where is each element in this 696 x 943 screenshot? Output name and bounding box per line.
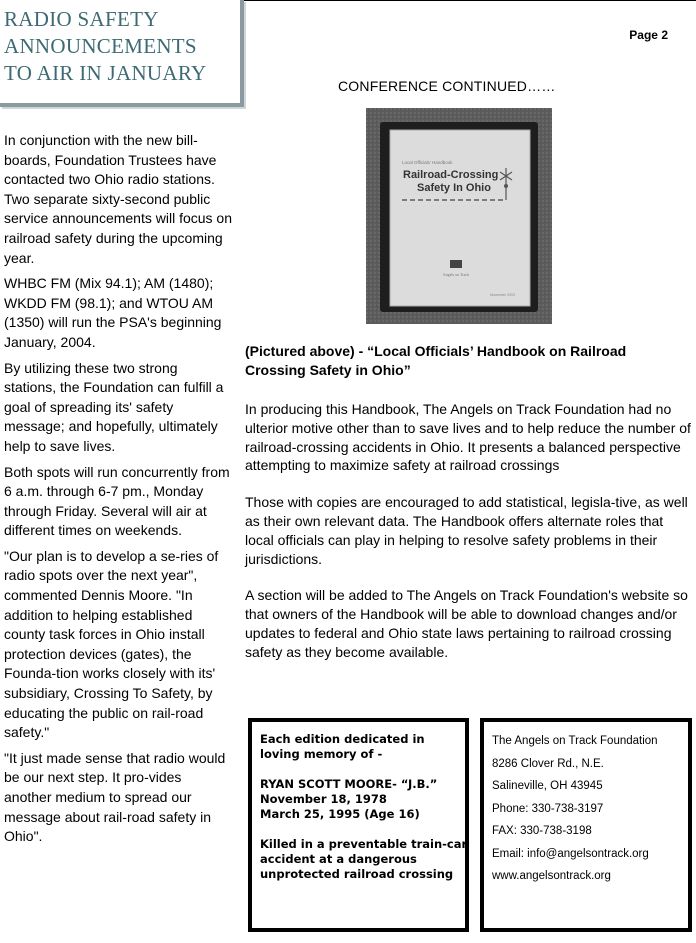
memorial-note: unprotected railroad crossing bbox=[260, 867, 454, 881]
left-paragraph: "It just made sense that radio would be our next step. It pro-vides another medium to spread our message about rail-road safety in Ohio". bbox=[4, 749, 226, 845]
left-paragraph: In conjunction with the new bill-boards, Foundation Trustees have contacted two Ohio radio stations. Two separate sixty-second public service announcements will focus on railroad safety during the upcoming year. bbox=[4, 132, 233, 266]
left-paragraph: WHBC FM (Mix 94.1); AM (1480); WKDD FM (98.1); and WTOU AM (1350) will run the PSA's beginning January, 2004. bbox=[4, 275, 222, 350]
headline: RADIO SAFETY ANNOUNCEMENTS TO AIR IN JANUARY bbox=[4, 7, 207, 85]
contact-box bbox=[480, 718, 692, 932]
contact-website-link[interactable]: www.angelsontrack.org bbox=[492, 870, 611, 882]
contact-fax: FAX: 330-738-3198 bbox=[492, 825, 592, 837]
left-paragraph: "Our plan is to develop a se-ries of radio spots over the next year", commented Dennis Moore. "In addition to helping established county task forces in Ohio install protection devices (gates), the Founda-tion works closely with its' subsidiary, Crossing To Safety, by educating the public on rail-road safety." bbox=[4, 547, 219, 741]
contact-street: 8286 Clover Rd., N.E. bbox=[492, 757, 604, 770]
body-paragraph: Those with copies are encouraged to add statistical, legisla-tive, as well as their own relevant data. The Handbook offers alternate roles that local officials can play in helping to resolve safety problems in their jurisdictions. bbox=[245, 494, 688, 567]
contact-org: The Angels on Track Foundation bbox=[492, 735, 658, 747]
body-paragraph: A section will be added to The Angels on Track Foundation's website so that owners of the Handbook will be able to download changes and/or updates to federal and Ohio state laws pertaining to railroad crossing safety as they become available. bbox=[245, 587, 688, 660]
memorial-note: Killed in a preventable train-car bbox=[260, 837, 468, 851]
handbook-photo bbox=[366, 108, 552, 324]
left-column-article bbox=[4, 131, 232, 853]
memorial-name: RYAN SCOTT MOORE- “J.B.” bbox=[260, 777, 438, 791]
contact-phone: Phone: 330-738-3197 bbox=[492, 802, 604, 815]
contact-city: Salineville, OH 43945 bbox=[492, 780, 603, 792]
top-rule bbox=[244, 0, 696, 1]
dedication-line: Each edition dedicated in bbox=[260, 732, 425, 746]
continued-heading: CONFERENCE CONTINUED…… bbox=[338, 78, 556, 94]
dedication-line: loving memory of - bbox=[260, 747, 383, 761]
svg-text:November 2003: November 2003 bbox=[490, 293, 515, 297]
body-paragraph: In producing this Handbook, The Angels on Track Foundation had no ulterior motive other than to save lives and to help reduce the number of railroad-crossing accidents in Ohio. It presents a balanced perspective attempting to maximize safety at railroad crossings bbox=[245, 401, 691, 474]
photo-caption: (Pictured above) - “Local Officials’ Handbook on Railroad Crossing Safety in Ohio” bbox=[245, 343, 627, 378]
memorial-born: November 18, 1978 bbox=[260, 792, 387, 806]
headline-box bbox=[0, 0, 244, 107]
left-paragraph: Both spots will run concurrently from 6 a.m. through 6-7 pm., Monday through Friday. Several will air at different times on weekends. bbox=[4, 463, 230, 539]
cover-title-line1: Railroad-Crossing bbox=[403, 169, 499, 181]
conference-article bbox=[245, 400, 693, 680]
memorial-died: March 25, 1995 (Age 16) bbox=[260, 807, 420, 821]
memorial-box bbox=[248, 718, 469, 932]
cover-title-line2: Safety In Ohio bbox=[417, 182, 491, 194]
contact-email-link[interactable]: Email: info@angelsontrack.org bbox=[492, 847, 649, 860]
left-paragraph: By utilizing these two strong stations, the Foundation can fulfill a goal of spreading its' safety message; and hopefully, ultimately help to save lives. bbox=[4, 359, 224, 454]
svg-text:Angels on Track: Angels on Track bbox=[442, 272, 470, 277]
svg-text:Local Officials' Handbook: Local Officials' Handbook bbox=[402, 160, 453, 165]
handbook-binder-image bbox=[366, 108, 552, 324]
page-number: Page 2 bbox=[629, 28, 668, 42]
memorial-note: accident at a dangerous bbox=[260, 852, 417, 866]
